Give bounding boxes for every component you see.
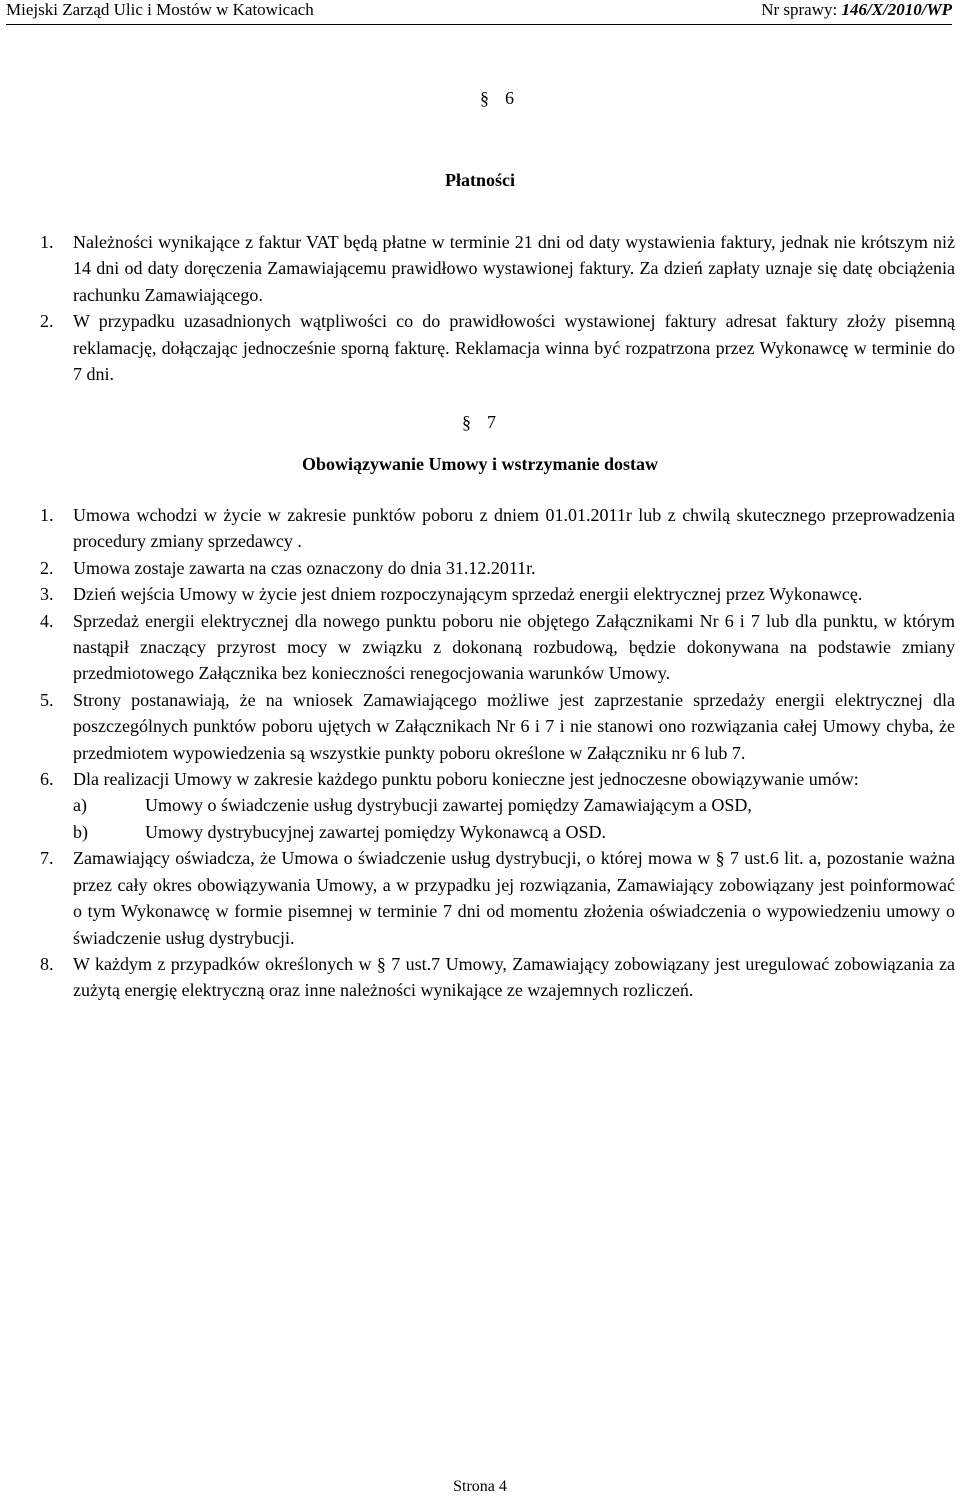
section-7-title: Obowiązywanie Umowy i wstrzymanie dostaw [302,454,658,474]
item-text: Zamawiający oświadcza, że Umowa o świadczenie usług dystrybucji, o której mowa w § 7 ust.6 lit. a, pozostanie ważna przez cały okres obowiązywania Umowy, a w przypadku jej rozwiązania, Zamawiający zobowiązany jest poinformować o tym Wykonawcę w formie pisemnej w terminie 7 dni od momentu złożenia oświadczenia o wypowiedzeniu umowy o świadczenie usług dystrybucji. [73,848,955,948]
sub-item [73,819,955,845]
section-6-list [40,229,955,387]
header-institution: Miejski Zarząd Ulic i Mostów w Katowicach [6,0,314,19]
item-text: Należności wynikające z faktur VAT będą płatne w terminie 21 dni od daty wystawienia faktury, jednak nie krótszym niż 14 dni od daty doręczenia Zamawiającemu prawidłowo wystawionej faktury. Za dzień zapłaty uznaje się datę obciążenia rachunku Zamawiającego. [73,232,955,305]
item-text: Umowa zostaje zawarta na czas oznaczony do dnia 31.12.2011r. [73,557,536,578]
item-number: 3. [40,584,54,605]
list-item [40,308,955,387]
page-header [6,0,952,25]
list-item [40,845,955,951]
section-6-title: Płatności [445,170,515,190]
sub-item [73,792,955,818]
item-number: 4. [40,610,54,631]
list-item [40,581,955,607]
item-text: Dzień wejścia Umowy w życie jest dniem rozpoczynającym sprzedaż energii elektrycznej przez Wykonawcę. [73,584,863,605]
list-item [40,951,955,1004]
section-number: 7 [487,412,496,432]
item-number: 7. [40,848,54,869]
paragraph-symbol: § [480,88,489,108]
section-7-mark [462,412,496,433]
item-number: 2. [40,557,54,578]
sub-item-text: Umowy o świadczenie usług dystrybucji zawartej pomiędzy Zamawiającym a OSD, [145,795,752,816]
section-number: 6 [505,88,514,108]
paragraph-symbol: § [462,412,471,432]
item-text: Strony postanawiają, że na wniosek Zamawiającego możliwe jest zaprzestanie sprzedaży energii elektrycznej dla poszczególnych punktów poboru ujętych w Załącznikach Nr 6 i 7 i nie stanowi ono rozwiązania całej Umowy chyba, że przedmiotem wypowiedzenia są wszystkie punkty poboru określone w Załączniku nr 6 lub 7. [73,689,955,763]
section-7-list [40,502,955,1004]
header-case-number [761,0,952,20]
item-text: Umowa wchodzi w życie w zakresie punktów poboru z dniem 01.01.2011r lub z chwilą skutecznego przeprowadzenia procedury zmiany sprzedawcy . [73,505,955,552]
case-number: 146/X/2010/WP [841,0,952,19]
item-number: 5. [40,689,54,710]
sub-item-text: Umowy dystrybucyjnej zawartej pomiędzy Wykonawcą a OSD. [145,821,606,842]
item-number: 8. [40,953,54,974]
list-item [40,229,955,308]
list-item [40,687,955,766]
list-item [40,555,955,581]
list-item [40,502,955,555]
item-text: W każdym z przypadków określonych w § 7 ust.7 Umowy, Zamawiający zobowiązany jest uregulować zobowiązania za zużytą energię elektryczną oraz inne należności wynikające ze wzajemnych rozliczeń. [73,953,955,1001]
sub-item-label: b) [73,821,88,842]
item-text: Dla realizacji Umowy w zakresie każdego punktu poboru konieczne jest jednoczesne obowiązywanie umów: [73,769,859,790]
section-6-mark [480,88,514,109]
item-number: 2. [40,311,54,332]
list-item [40,608,955,687]
case-label: Nr sprawy: [761,0,838,19]
sub-item-label: a) [73,795,87,816]
page-number: Strona 4 [453,1478,507,1495]
item-number: 6. [40,769,54,790]
item-number: 1. [40,505,54,525]
list-item [40,766,955,845]
item-text: W przypadku uzasadnionych wątpliwości co do prawidłowości wystawionej faktury adresat faktury złoży pisemną reklamację, dołączając jednocześnie sporną fakturę. Reklamacja winna być rozpatrzona przez Wykonawcę w terminie do 7 dni. [73,311,955,385]
item-number: 1. [40,232,54,252]
item-text: Sprzedaż energii elektrycznej dla nowego punktu poboru nie objętego Załącznikami Nr 6 i 7 lub dla punktu, w którym nastąpił znaczący przyrost mocy w związku z dokonaną rozbudową, będzie dokonywana na podstawie zmiany przedmiotowego Załącznika bez konieczności renegocjowania warunków Umowy. [73,610,955,684]
